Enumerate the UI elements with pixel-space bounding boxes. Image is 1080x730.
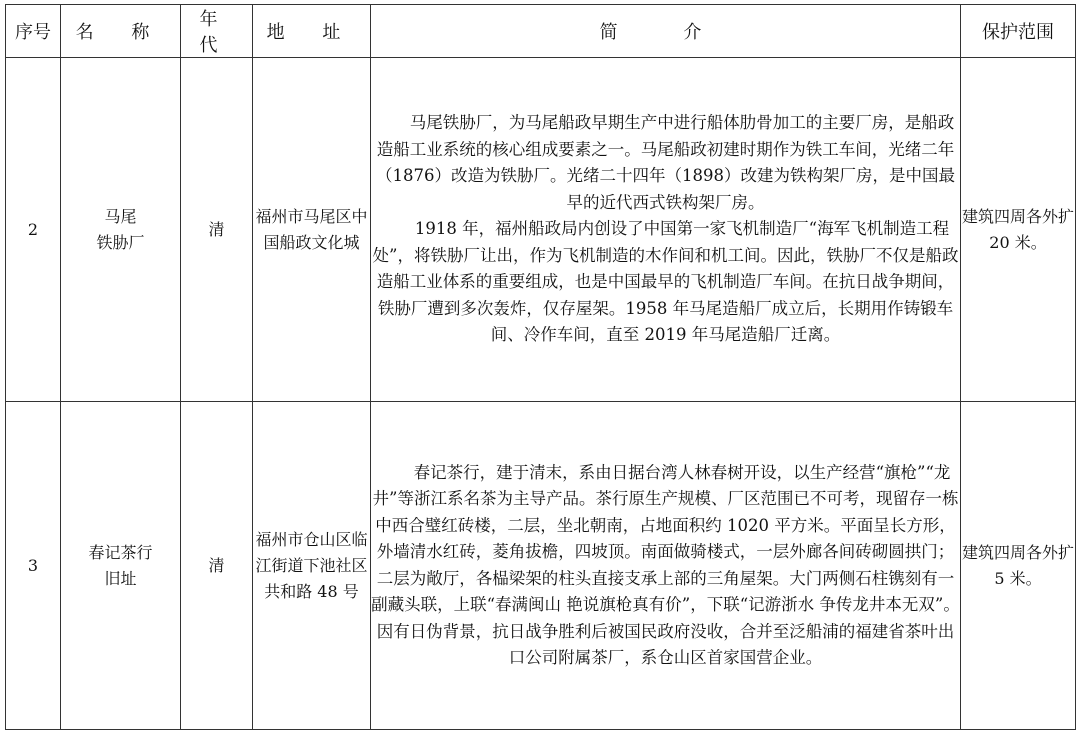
- row-index: 3: [6, 402, 61, 730]
- row-address: 福州市马尾区中国船政文化城: [253, 58, 371, 402]
- row-era: 清: [181, 402, 253, 730]
- table-row: [6, 58, 1076, 402]
- table-header: [6, 5, 1076, 58]
- header-scope: 保护范围: [961, 5, 1076, 58]
- header-name: 名 称: [61, 5, 181, 58]
- row-scope: 建筑四周各外扩 20 米。: [961, 58, 1076, 402]
- intro-paragraph: 1918 年，福州船政局内创设了中国第一家飞机制造厂“海军飞机制造工程处”，将铁胁厂让出，作为飞机制造的木作间和机工间。因此，铁胁厂不仅是船政造船工业体系的重要组成，也是中国最早的飞机制造厂车间。在抗日战争期间，铁胁厂遭到多次轰炸，仅存屋架。1958 年马尾造船厂成立后，长期用作铸锻车间、冷作车间，直至 2019 年马尾造船厂迁离。: [372, 219, 959, 345]
- row-name-line2: 旧址: [104, 568, 137, 588]
- row-name-line2: 铁胁厂: [96, 232, 145, 252]
- row-index: 2: [6, 58, 61, 402]
- row-era: 清: [181, 58, 253, 402]
- header-address: 地 址: [253, 5, 371, 58]
- heritage-table: [5, 4, 1076, 730]
- row-address: 福州市仓山区临江街道下池社区共和路 48 号: [253, 402, 371, 730]
- intro-paragraph: 马尾铁胁厂，为马尾船政早期生产中进行船体肋骨加工的主要厂房，是船政造船工业系统的核心组成要素之一。马尾船政初建时期作为铁工车间，光绪二年（1876）改造为铁胁厂。光绪二十四年（1898）改建为铁构架厂房，是中国最早的近代西式铁构架厂房。: [376, 113, 955, 212]
- header-intro: 简 介: [371, 5, 961, 58]
- header-index: 序号: [6, 5, 61, 58]
- row-name-line1: 春记茶行: [88, 542, 153, 562]
- row-name-line1: 马尾: [104, 206, 137, 226]
- table-row: [6, 402, 1076, 730]
- row-intro: [371, 402, 961, 730]
- row-intro: [371, 58, 961, 402]
- row-name: [61, 58, 181, 402]
- row-scope: 建筑四周各外扩 5 米。: [961, 402, 1076, 730]
- header-era: 年 代: [181, 5, 253, 58]
- row-name: [61, 402, 181, 730]
- intro-paragraph: 春记茶行，建于清末，系由日据台湾人林春树开设，以生产经营“旗枪”“龙井”等浙江系名茶为主导产品。茶行原生产规模、厂区范围已不可考，现留存一栋中西合璧红砖楼，二层，坐北朝南，占地面积约 1020 平方米。平面呈长方形，外墙清水红砖，菱角拔檐，四坡顶。南面做骑楼式，一层外廊各间砖砌圆拱门；二层为敞厅，各榀梁架的柱头直接支承上部的三角屋架。大门两侧石柱镌刻有一副藏头联，上联“春满闽山 艳说旗枪真有价”，下联“记游浙水 争传龙井本无双”。因有日伪背景，抗日战争胜利后被国民政府没收，合并至泛船浦的福建省茶叶出口公司附属茶厂，系仓山区首家国营企业。: [371, 462, 960, 667]
